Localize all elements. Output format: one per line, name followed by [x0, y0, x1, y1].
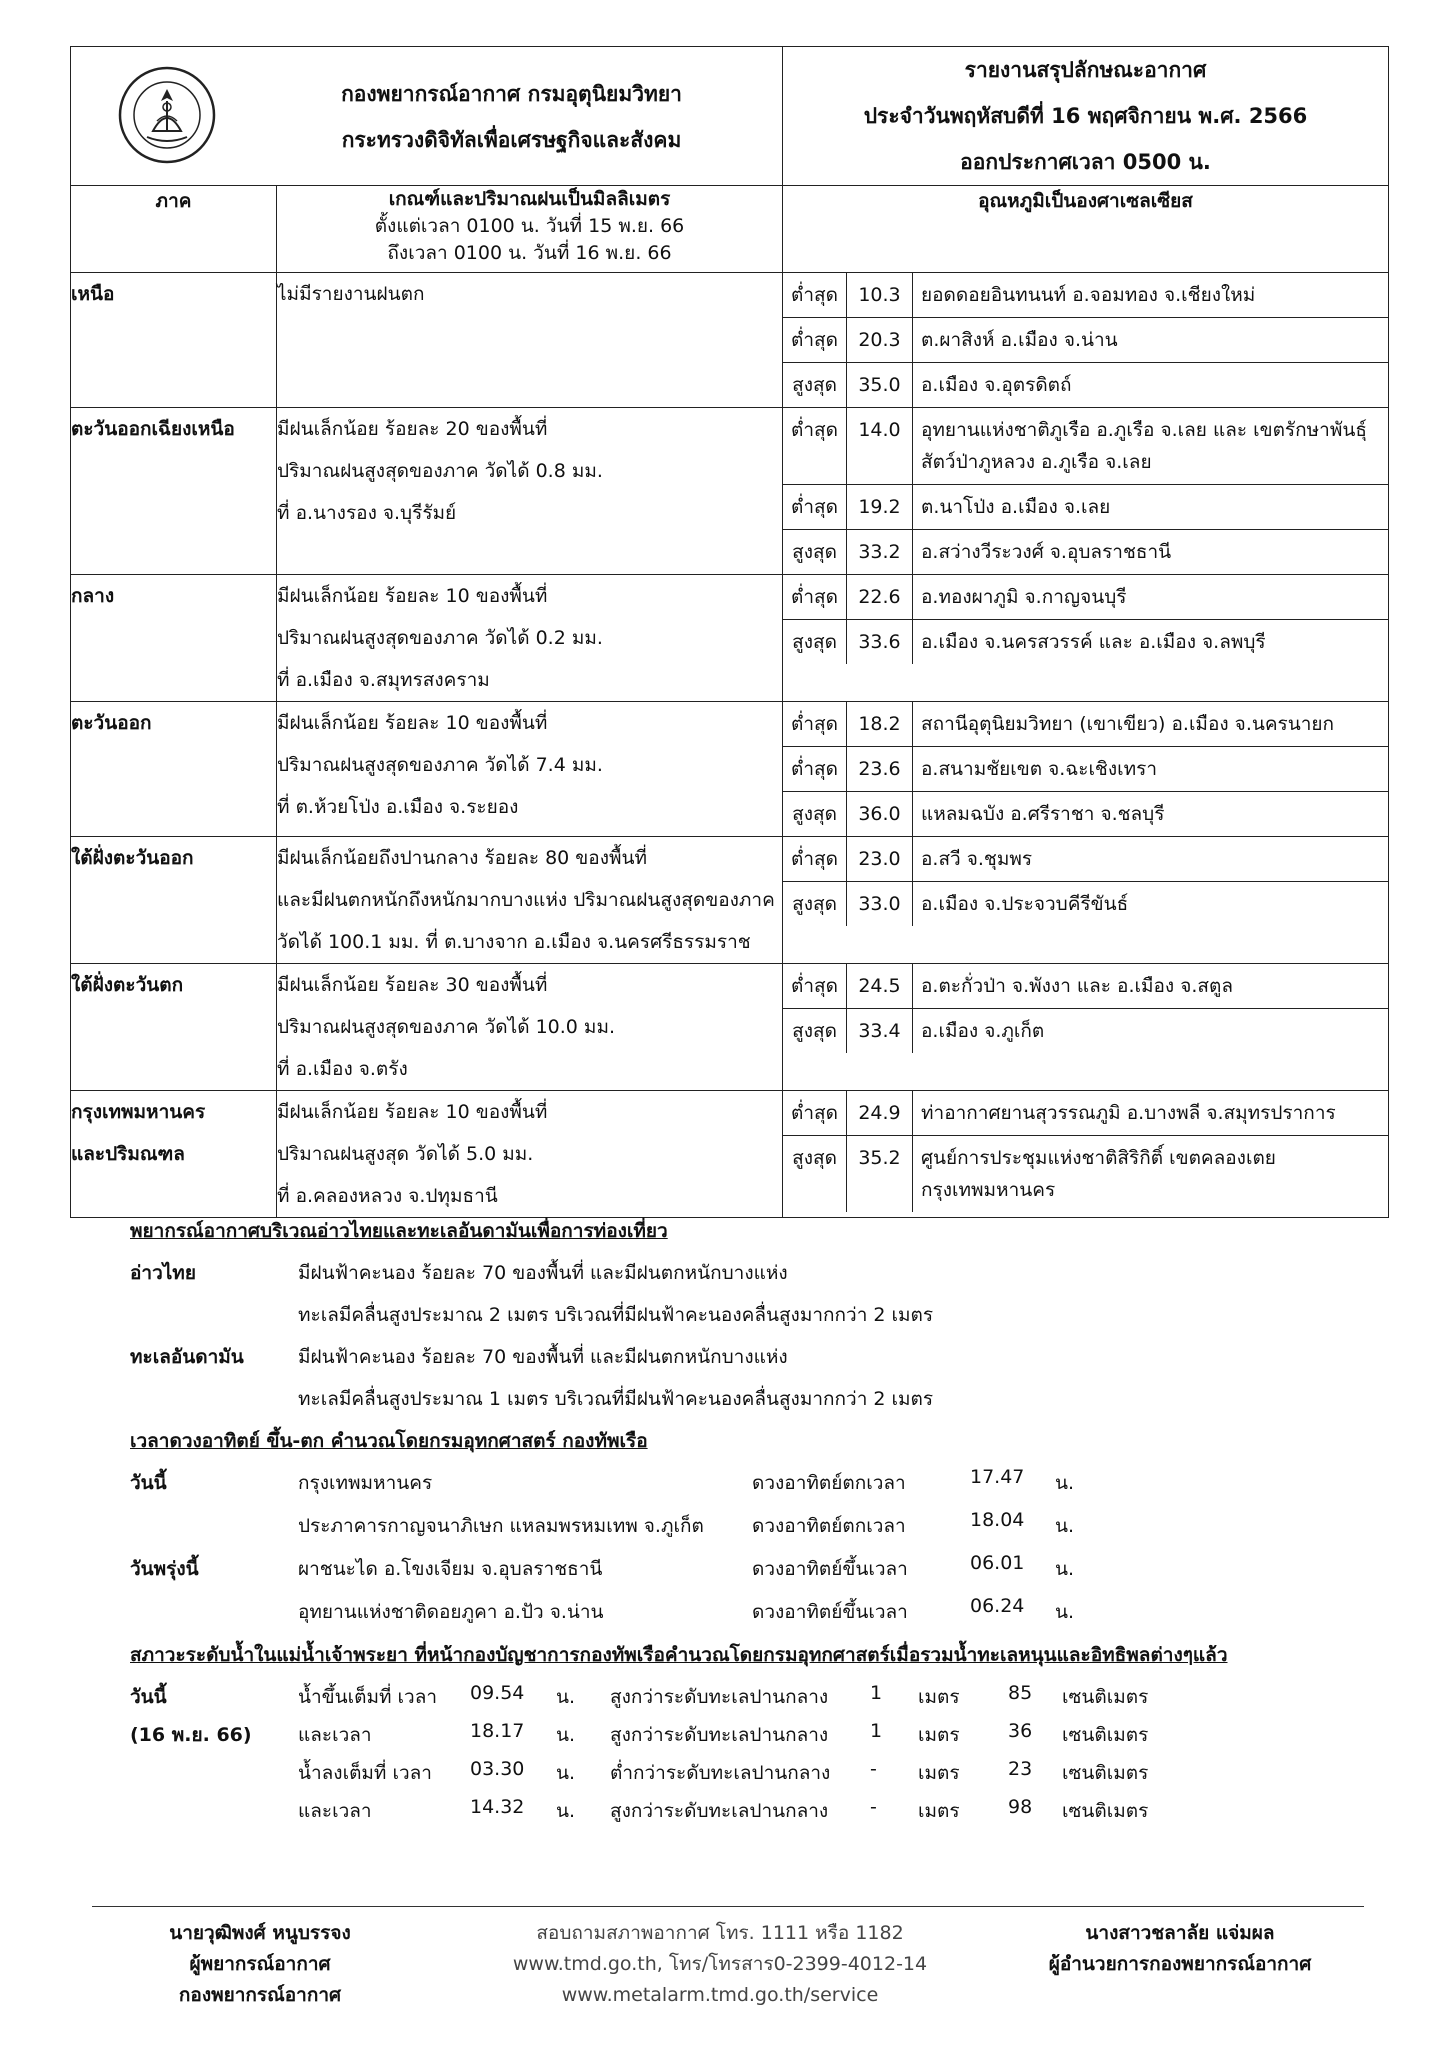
rain-line: มีฝนเล็กน้อย ร้อยละ 20 ของพื้นที่: [277, 418, 548, 440]
sun-today-label: วันนี้: [130, 1472, 167, 1494]
region-row: [71, 702, 1389, 837]
temperature-row: [783, 485, 1388, 530]
temp-place: อ.ตะกั่วป่า จ.พังงา และ อ.เมือง จ.สตูล: [913, 964, 1389, 1009]
temp-kind: สูงสุด: [783, 620, 847, 665]
rain-line: ปริมาณฝนสูงสุด วัดได้ 5.0 มม.: [277, 1143, 534, 1165]
temperature-row: [783, 318, 1388, 363]
temp-kind: ต่ำสุด: [783, 575, 847, 620]
gulf-line-1: มีฝนฟ้าคะนอง ร้อยละ 70 ของพื้นที่ และมีฝนตกหนักบางแห่ง: [298, 1262, 788, 1284]
contact-website[interactable]: www.tmd.go.th, โทร/โทรสาร0-2399-4012-14: [512, 1953, 928, 1975]
agency-header: [71, 47, 783, 186]
sun-unit: น.: [1055, 1515, 1075, 1537]
temp-place: ยอดดอยอินทนนท์ อ.จอมทอง จ.เชียงใหม่: [913, 273, 1389, 318]
forecaster-signature: [110, 1918, 410, 2011]
region-name-line: ใต้ฝั่งตะวันตก: [71, 974, 184, 996]
sun-times-title: เวลาดวงอาทิตย์ ขึ้น-ตก คำนวณโดยกรมอุทกศาสตร์ กองทัพเรือ: [130, 1430, 648, 1452]
temperature-table: [783, 837, 1388, 926]
river-label: น้ำลงเต็มที่ เวลา: [298, 1762, 432, 1784]
sun-tomorrow-label: วันพรุ่งนี้: [130, 1558, 199, 1580]
rain-line: ที่ อ.เมือง จ.ตรัง: [277, 1058, 408, 1080]
river-description: สูงกว่าระดับทะเลปานกลาง: [610, 1800, 829, 1822]
temp-place: อ.สนามชัยเขต จ.ฉะเชิงเทรา: [913, 747, 1389, 792]
river-centimeters-unit: เซนติเมตร: [1062, 1762, 1149, 1784]
region-row: [71, 575, 1389, 702]
temp-place: อ.ทองผาภูมิ จ.กาญจนบุรี: [913, 575, 1389, 620]
agency-line-1: กองพยากรณ์อากาศ กรมอุตุนิยมวิทยา: [341, 82, 682, 106]
rain-line: ไม่มีรายงานฝนตก: [277, 283, 425, 305]
forecaster-name: นายวุฒิพงศ์ หนูบรรจง: [169, 1922, 351, 1944]
forecaster-role: ผู้พยากรณ์อากาศ: [189, 1953, 331, 1975]
sun-place: ประภาคารกาญจนาภิเษก แหลมพรหมเทพ จ.ภูเก็ต: [298, 1515, 704, 1537]
sun-unit: น.: [1055, 1558, 1075, 1580]
temp-value: 24.9: [847, 1091, 913, 1136]
temperature-row: [783, 575, 1388, 620]
region-name-line: กรุงเทพมหานคร: [71, 1101, 206, 1123]
river-centimeters: 23: [1008, 1758, 1033, 1780]
river-meters: 1: [870, 1720, 883, 1742]
temp-kind: ต่ำสุด: [783, 837, 847, 882]
temperature-cell: [783, 702, 1389, 837]
region-row: [71, 273, 1389, 408]
tmd-seal-logo: [117, 65, 217, 165]
temperature-cell: [783, 837, 1389, 964]
rain-line: ปริมาณฝนสูงสุดของภาค วัดได้ 0.2 มม.: [277, 627, 603, 649]
andaman-line-2: ทะเลมีคลื่นสูงประมาณ 1 เมตร บริเวณที่มีฝนฟ้าคะนองคลื่นสูงมากกว่า 2 เมตร: [298, 1388, 934, 1410]
region-name: [71, 837, 277, 964]
temp-value: 14.0: [847, 408, 913, 485]
temp-kind: ต่ำสุด: [783, 964, 847, 1009]
gulf-line-2: ทะเลมีคลื่นสูงประมาณ 2 เมตร บริเวณที่มีฝนฟ้าคะนองคลื่นสูงมากกว่า 2 เมตร: [298, 1304, 934, 1326]
contact-info: [440, 1918, 1000, 2011]
temp-value: 24.5: [847, 964, 913, 1009]
report-title-cell: [783, 47, 1389, 186]
rain-summary: [277, 408, 783, 575]
temp-place: อ.เมือง จ.ภูเก็ต: [921, 1020, 1045, 1042]
temp-value: 20.3: [847, 318, 913, 363]
temperature-row: [783, 1091, 1388, 1136]
rain-column-title: เกณฑ์และปริมาณฝนเป็นมิลลิเมตร: [388, 188, 671, 210]
region-row: [71, 964, 1389, 1091]
temperature-row: [783, 363, 1388, 408]
column-header-row: [71, 186, 1389, 273]
sun-event: ดวงอาทิตย์ขึ้นเวลา: [752, 1558, 908, 1580]
river-level-title: สภาวะระดับน้ำในแม่น้ำเจ้าพระยา ที่หน้ากองบัญชาการกองทัพเรือคำนวณโดยกรมอุทกศาสตร์เมื่อรวมน้ำทะเลหนุนและอิทธิพลต่างๆแล้ว: [130, 1644, 1228, 1666]
temperature-table: [783, 964, 1388, 1053]
temp-kind: สูงสุด: [783, 363, 847, 408]
temp-kind: ต่ำสุด: [783, 273, 847, 318]
temp-value: 33.4: [847, 1009, 913, 1054]
temperature-row: [783, 837, 1388, 882]
temp-value: 33.0: [847, 882, 913, 927]
temp-place: อ.เมือง จ.ประจวบคีรีขันธ์: [921, 893, 1129, 915]
temp-value: 35.2: [847, 1136, 913, 1213]
region-name-line: กลาง: [71, 585, 115, 607]
temperature-row: [783, 408, 1388, 485]
sea-forecast-title: พยากรณ์อากาศบริเวณอ่าวไทยและทะเลอันดามันเพื่อการท่องเที่ยว: [130, 1220, 668, 1242]
river-time: 14.32: [470, 1796, 525, 1818]
sun-place: อุทยานแห่งชาติดอยภูคา อ.ปัว จ.น่าน: [298, 1601, 604, 1623]
region-row: [71, 1091, 1389, 1218]
rain-line: ที่ ต.ห้วยโป่ง อ.เมือง จ.ระยอง: [277, 796, 519, 818]
temperature-row: [783, 964, 1388, 1009]
temp-place: อ.เมือง จ.นครสวรรค์ และ อ.เมือง จ.ลพบุรี: [921, 631, 1266, 653]
rain-line: มีฝนเล็กน้อย ร้อยละ 10 ของพื้นที่: [277, 585, 548, 607]
temperature-row: [783, 792, 1388, 837]
temp-value: 23.6: [847, 747, 913, 792]
director-role: ผู้อำนวยการกองพยากรณ์อากาศ: [1048, 1953, 1312, 1975]
temp-kind: ต่ำสุด: [783, 702, 847, 747]
rain-line: วัดได้ 100.1 มม. ที่ ต.บางจาก อ.เมือง จ.นครศรีธรรมราช: [277, 931, 751, 953]
river-time: 03.30: [470, 1758, 525, 1780]
temp-kind: ต่ำสุด: [783, 318, 847, 363]
temp-place: อุทยานแห่งชาติภูเรือ อ.ภูเรือ จ.เลย และ เขตรักษาพันธุ์สัตว์ป่าภูหลวง อ.ภูเรือ จ.เลย: [913, 408, 1389, 485]
river-time: 18.17: [470, 1720, 525, 1742]
river-meters-unit: เมตร: [918, 1800, 960, 1822]
temperature-row: [783, 273, 1388, 318]
temperature-cell: [783, 575, 1389, 702]
temp-column-header: อุณหภูมิเป็นองศาเซลเซียส: [783, 186, 1389, 273]
river-centimeters: 98: [1008, 1796, 1033, 1818]
rain-line: และมีฝนตกหนักถึงหนักมากบางแห่ง ปริมาณฝนสูงสุดของภาค: [277, 889, 775, 911]
region-name-line: ใต้ฝั่งตะวันออก: [71, 847, 194, 869]
sun-unit: น.: [1055, 1472, 1075, 1494]
temp-value: 35.0: [847, 363, 913, 408]
river-meters-unit: เมตร: [918, 1686, 960, 1708]
rain-column-header: [277, 186, 783, 273]
river-centimeters-unit: เซนติเมตร: [1062, 1724, 1149, 1746]
temp-value: 23.0: [847, 837, 913, 882]
agency-line-2: กระทรวงดิจิทัลเพื่อเศรษฐกิจและสังคม: [341, 128, 682, 152]
rain-column-from: ตั้งแต่เวลา 0100 น. วันที่ 15 พ.ย. 66: [374, 215, 685, 237]
temp-place: ต.ผาสิงห์ อ.เมือง จ.น่าน: [913, 318, 1389, 363]
river-time: 09.54: [470, 1682, 525, 1704]
sun-time: 06.01: [970, 1552, 1025, 1574]
river-unit: น.: [556, 1800, 576, 1822]
sun-place: กรุงเทพมหานคร: [298, 1472, 433, 1494]
temp-place: อ.สวี จ.ชุมพร: [913, 837, 1389, 882]
rain-line: มีฝนเล็กน้อย ร้อยละ 30 ของพื้นที่: [277, 974, 548, 996]
rain-line: ที่ อ.นางรอง จ.บุรีรัมย์: [277, 502, 457, 524]
temperature-row: [783, 530, 1388, 575]
director-name: นางสาวชลาลัย แจ่มผล: [1085, 1922, 1275, 1944]
report-date: ประจำวันพฤหัสบดีที่ 16 พฤศจิกายน พ.ศ. 2566: [863, 104, 1308, 128]
andaman-label: ทะเลอันดามัน: [130, 1346, 244, 1368]
river-description: สูงกว่าระดับทะเลปานกลาง: [610, 1686, 829, 1708]
rain-line: ที่ อ.คลองหลวง จ.ปทุมธานี: [277, 1185, 498, 1207]
rain-line: ที่ อ.เมือง จ.สมุทรสงคราม: [277, 669, 490, 691]
temp-place: สถานีอุตุนิยมวิทยา (เขาเขียว) อ.เมือง จ.นครนายก: [913, 702, 1389, 747]
river-meters-unit: เมตร: [918, 1724, 960, 1746]
region-name-line: และปริมณฑล: [71, 1143, 185, 1165]
report-header-row: [71, 47, 1389, 186]
temperature-table: [783, 702, 1388, 836]
rain-summary: [277, 1091, 783, 1218]
river-meters: -: [870, 1758, 877, 1780]
region-column-header: ภาค: [71, 186, 277, 273]
temp-kind: ต่ำสุด: [783, 1091, 847, 1136]
rain-line: ปริมาณฝนสูงสุดของภาค วัดได้ 7.4 มม.: [277, 754, 603, 776]
region-name: [71, 273, 277, 408]
temp-value: 33.6: [847, 620, 913, 665]
sun-place: ผาชนะได อ.โขงเจียม จ.อุบลราชธานี: [298, 1558, 603, 1580]
temp-place: ศูนย์การประชุมแห่งชาติสิริกิติ์ เขตคลองเตย กรุงเทพมหานคร: [921, 1147, 1276, 1201]
temp-value: 22.6: [847, 575, 913, 620]
sun-event: ดวงอาทิตย์ตกเวลา: [752, 1515, 906, 1537]
temperature-table: [783, 575, 1388, 664]
sun-time: 17.47: [970, 1466, 1025, 1488]
river-unit: น.: [556, 1724, 576, 1746]
temperature-row: [783, 702, 1388, 747]
region-rows: [71, 273, 1389, 1218]
footer-divider: [92, 1906, 1364, 1907]
sun-event: ดวงอาทิตย์ขึ้นเวลา: [752, 1601, 908, 1623]
temp-value: 10.3: [847, 273, 913, 318]
temp-kind: ต่ำสุด: [783, 408, 847, 485]
region-name: [71, 702, 277, 837]
region-name: [71, 1091, 277, 1218]
temperature-table: [783, 408, 1388, 574]
temp-place: อ.เมือง จ.อุตรดิตถ์: [921, 374, 1072, 396]
temperature-row: [783, 747, 1388, 792]
region-name-line: ตะวันออกเฉียงเหนือ: [71, 418, 235, 440]
report-title: รายงานสรุปลักษณะอากาศ: [964, 58, 1207, 82]
rain-column-to: ถึงเวลา 0100 น. วันที่ 16 พ.ย. 66: [387, 242, 672, 264]
region-name-line: เหนือ: [71, 283, 115, 305]
river-description: สูงกว่าระดับทะเลปานกลาง: [610, 1724, 829, 1746]
river-meters-unit: เมตร: [918, 1762, 960, 1784]
contact-phone: สอบถามสภาพอากาศ โทร. 1111 หรือ 1182: [536, 1922, 904, 1944]
rain-summary: [277, 837, 783, 964]
region-name: [71, 964, 277, 1091]
forecaster-org: กองพยากรณ์อากาศ: [178, 1984, 342, 2006]
temperature-cell: [783, 964, 1389, 1091]
temp-value: 19.2: [847, 485, 913, 530]
temperature-row: [783, 620, 1388, 665]
temperature-cell: [783, 273, 1389, 408]
director-signature: [1010, 1918, 1350, 1980]
sun-event: ดวงอาทิตย์ตกเวลา: [752, 1472, 906, 1494]
temperature-cell: [783, 408, 1389, 575]
contact-alarm-service[interactable]: www.metalarm.tmd.go.th/service: [561, 1984, 879, 2006]
temp-kind: ต่ำสุด: [783, 747, 847, 792]
rain-line: มีฝนเล็กน้อย ร้อยละ 10 ของพื้นที่: [277, 712, 548, 734]
rain-line: มีฝนเล็กน้อย ร้อยละ 10 ของพื้นที่: [277, 1101, 548, 1123]
river-label: และเวลา: [298, 1800, 372, 1822]
region-name-line: ตะวันออก: [71, 712, 152, 734]
rain-summary: [277, 575, 783, 702]
temp-value: 18.2: [847, 702, 913, 747]
temp-place: ท่าอากาศยานสุวรรณภูมิ อ.บางพลี จ.สมุทรปราการ: [913, 1091, 1389, 1136]
temp-place: ต.นาโป่ง อ.เมือง จ.เลย: [913, 485, 1389, 530]
river-meters: -: [870, 1796, 877, 1818]
weather-summary-table: [70, 46, 1389, 1218]
region-row: [71, 837, 1389, 964]
sun-unit: น.: [1055, 1601, 1075, 1623]
sun-time: 18.04: [970, 1509, 1025, 1531]
river-centimeters: 36: [1008, 1720, 1033, 1742]
temperature-row: [783, 1009, 1388, 1054]
river-today-label: วันนี้: [130, 1686, 167, 1708]
river-meters: 1: [870, 1682, 883, 1704]
rain-summary: [277, 964, 783, 1091]
river-label: น้ำขึ้นเต็มที่ เวลา: [298, 1686, 438, 1708]
region-row: [71, 408, 1389, 575]
river-unit: น.: [556, 1686, 576, 1708]
temp-place: แหลมฉบัง อ.ศรีราชา จ.ชลบุรี: [921, 803, 1165, 825]
sun-time: 06.24: [970, 1595, 1025, 1617]
river-date-label: (16 พ.ย. 66): [130, 1724, 252, 1746]
report-issue-time: ออกประกาศเวลา 0500 น.: [960, 150, 1211, 174]
rain-line: ปริมาณฝนสูงสุดของภาค วัดได้ 0.8 มม.: [277, 460, 603, 482]
river-description: ต่ำกว่าระดับทะเลปานกลาง: [610, 1762, 831, 1784]
rain-line: ปริมาณฝนสูงสุดของภาค วัดได้ 10.0 มม.: [277, 1016, 616, 1038]
region-name: [71, 575, 277, 702]
temp-value: 36.0: [847, 792, 913, 837]
temperature-row: [783, 1136, 1388, 1213]
temp-value: 33.2: [847, 530, 913, 575]
temp-kind: สูงสุด: [783, 1009, 847, 1054]
temp-kind: สูงสุด: [783, 1136, 847, 1213]
river-centimeters: 85: [1008, 1682, 1033, 1704]
rain-summary: [277, 273, 783, 408]
rain-summary: [277, 702, 783, 837]
agency-name: [251, 71, 772, 163]
temp-kind: ต่ำสุด: [783, 485, 847, 530]
river-label: และเวลา: [298, 1724, 372, 1746]
river-unit: น.: [556, 1762, 576, 1784]
temperature-table: [783, 273, 1388, 407]
andaman-line-1: มีฝนฟ้าคะนอง ร้อยละ 70 ของพื้นที่ และมีฝนตกหนักบางแห่ง: [298, 1346, 788, 1368]
river-centimeters-unit: เซนติเมตร: [1062, 1686, 1149, 1708]
river-centimeters-unit: เซนติเมตร: [1062, 1800, 1149, 1822]
region-name: [71, 408, 277, 575]
temperature-table: [783, 1091, 1388, 1212]
temp-kind: สูงสุด: [783, 882, 847, 927]
temp-place: อ.สว่างวีระวงศ์ จ.อุบลราชธานี: [921, 541, 1172, 563]
temp-kind: สูงสุด: [783, 530, 847, 575]
rain-line: มีฝนเล็กน้อยถึงปานกลาง ร้อยละ 80 ของพื้นที่: [277, 847, 648, 869]
gulf-label: อ่าวไทย: [130, 1262, 196, 1284]
temp-kind: สูงสุด: [783, 792, 847, 837]
temperature-cell: [783, 1091, 1389, 1218]
temperature-row: [783, 882, 1388, 927]
